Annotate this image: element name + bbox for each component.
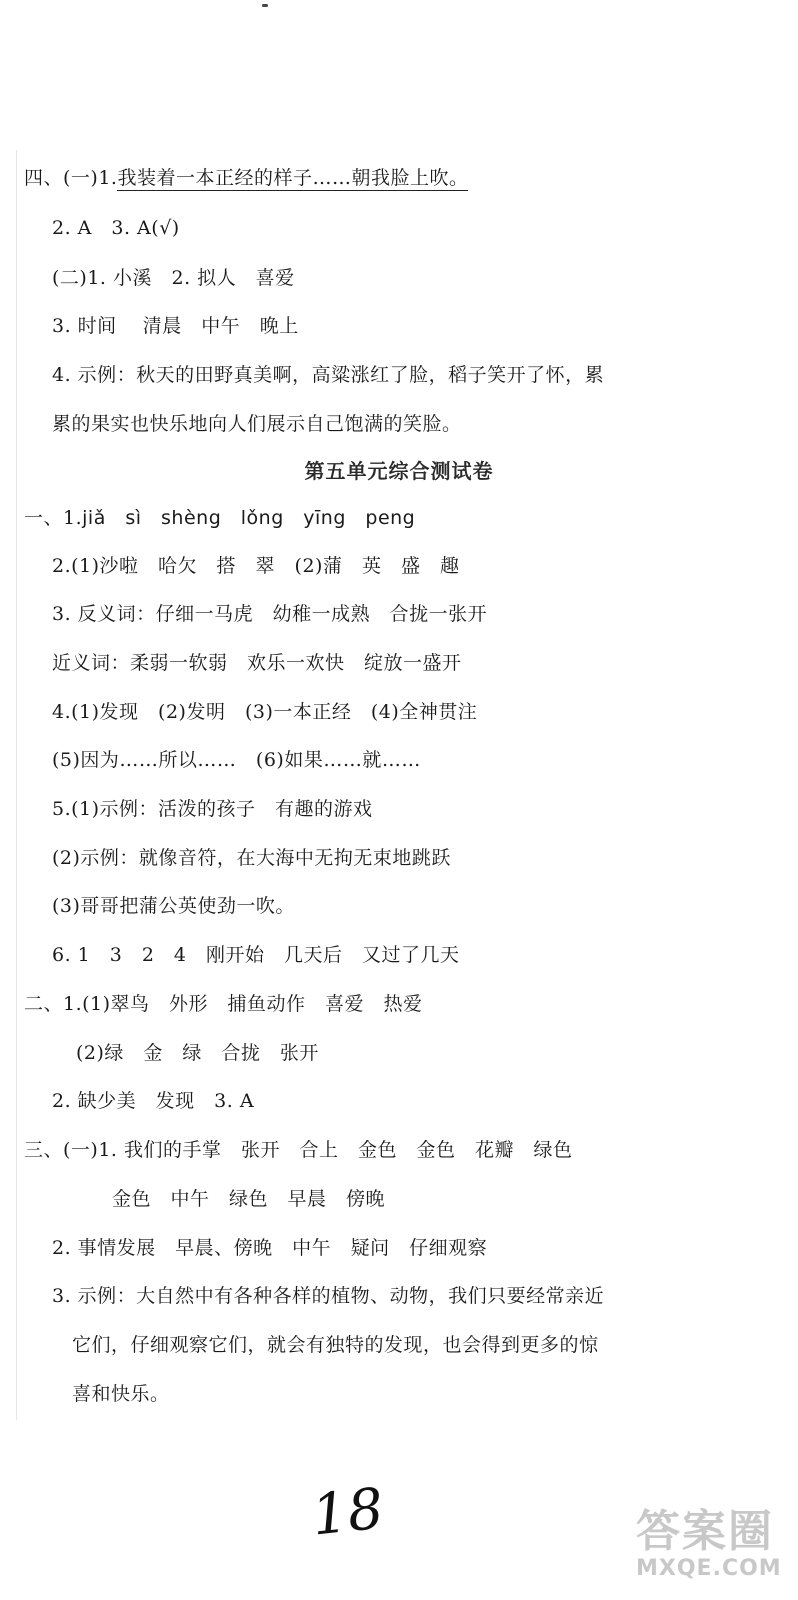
answer-line-1-5-2: (2)示例：就像音符，在大海中无拘无束地跳跃	[52, 847, 451, 869]
answer-line-1-3-synonyms: 近义词：柔弱一软弱 欢乐一欢快 绽放一盛开	[52, 652, 462, 674]
watermark-url: MXQE.COM	[636, 1556, 782, 1581]
answer-line-4-1	[24, 166, 468, 190]
answer-line-1-5: 5.(1)示例：活泼的孩子 有趣的游戏	[52, 798, 373, 820]
answer-line-3-1: 三、(一)1. 我们的手掌 张开 合上 金色 金色 花瓣 绿色	[24, 1139, 573, 1161]
section-title: 第五单元综合测试卷	[304, 459, 494, 483]
answer-line-1-5-3: (3)哥哥把蒲公英使劲一吹。	[52, 895, 295, 917]
watermark-logo	[636, 1508, 786, 1590]
answer-line-3-1-cont: 金色 中午 绿色 早晨 傍晚	[112, 1188, 386, 1210]
answer-line-3-3-cont: 它们，仔细观察它们，就会有独特的发现，也会得到更多的惊	[72, 1334, 599, 1356]
answer-line-1-4: 4.(1)发现 (2)发明 (3)一本正经 (4)全神贯注	[52, 701, 478, 723]
answer-line-2-1-2: (2)绿 金 绿 合拢 张开	[76, 1042, 319, 1064]
answer-line-2-1: 二、1.(1)翠鸟 外形 捕鱼动作 喜爱 热爱	[24, 993, 423, 1015]
answer-line-1-6: 6. 1 3 2 4 刚开始 几天后 又过了几天	[52, 944, 460, 966]
answer-line-4-ii-4-cont: 累的果实也快乐地向人们展示自己饱满的笑脸。	[52, 413, 462, 435]
answer-line-4-1-label: 四、(一)1.	[24, 167, 118, 189]
pinyin-syllables: jiǎ sì shèng lǒng yīng peng	[82, 507, 416, 529]
answer-line-1-3: 3. 反义词：仔细一马虎 幼稚一成熟 合拢一张开	[52, 603, 488, 625]
binding-margin-line	[16, 150, 17, 1420]
answer-line-1-4-cont: (5)因为……所以…… (6)如果……就……	[52, 749, 421, 771]
answer-line-4-ii-4: 4. 示例：秋天的田野真美啊，高粱涨红了脸，稻子笑开了怀，累	[52, 364, 605, 386]
answer-line-4-ii-3: 3. 时间 清晨 中午 晚上	[52, 315, 299, 337]
answer-line-3-3-end: 喜和快乐。	[72, 1383, 170, 1405]
handwritten-page-number: 18	[308, 1476, 387, 1549]
answer-line-3-2: 2. 事情发展 早晨、傍晚 中午 疑问 仔细观察	[52, 1237, 488, 1259]
scan-mark	[262, 4, 268, 7]
answer-line-1-2: 2.(1)沙啦 哈欠 搭 翠 (2)蒲 英 盛 趣	[52, 555, 460, 577]
answer-line-3-3: 3. 示例：大自然中有各种各样的植物、动物，我们只要经常亲近	[52, 1285, 605, 1307]
answer-line-1-1-label: 一、1.	[24, 507, 83, 529]
underlined-quote: 我装着一本正经的样子……朝我脸上吹。	[117, 167, 469, 189]
answer-line-4-ii-1: (二)1. 小溪 2. 拟人 喜爱	[52, 267, 295, 289]
answer-line-2-2: 2. 缺少美 发现 3. A	[52, 1090, 255, 1112]
answer-line-4-2: 2. A 3. A(√)	[52, 217, 180, 239]
answer-line-1-1	[24, 506, 415, 530]
watermark-title: 答案圈	[636, 1506, 774, 1557]
